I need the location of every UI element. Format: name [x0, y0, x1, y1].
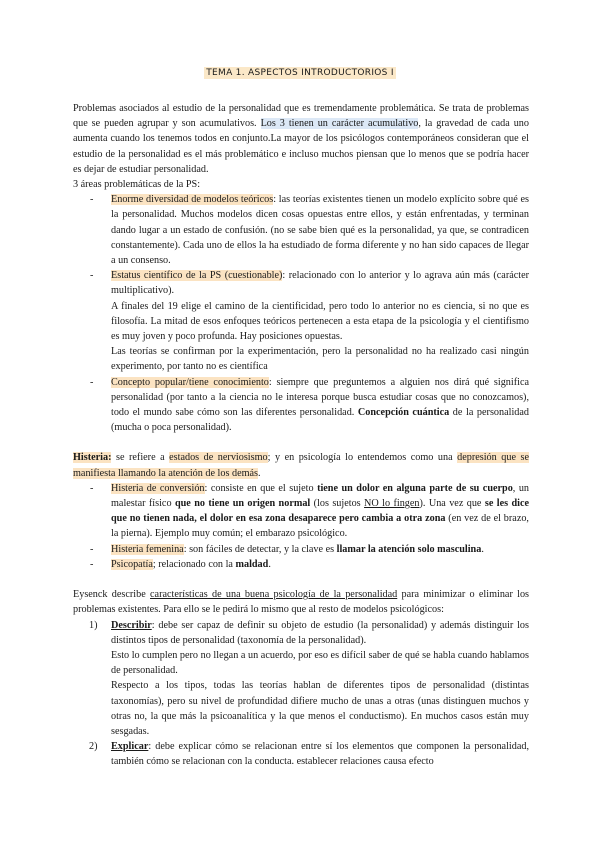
- item-explicar: 2) Explicar: debe explicar cómo se relacionan entre sí los elementos que componen la personalidad, también cómo se relacionan con la conducta. establecer relaciones causa efecto: [89, 741, 529, 768]
- document-body: [73, 101, 529, 770]
- eysenck-paragraph: Eysenck describe características de una buena psicología de la personalidad para minimizar o eliminar los problemas existentes. Para ello se le pedirá lo mismo que al resto de modelos psicológicos:: [73, 589, 530, 616]
- item-describir-paragraph-3: Respecto a los tipos, todas las teorías hablan de diferentes tipos de personalidad (distintas taxonomías), pero su nivel de profundidad difiere mucho de unas a otras (unas distinguen muchos y otras no, la que más la psicoanalítica y la que menos el conductismo). En muchos casos están muy sesgadas.: [111, 680, 529, 737]
- areas-intro: 3 áreas problemáticas de la PS:: [73, 179, 201, 191]
- histeria-paragraph: Histeria: se refiere a estados de nerviosismo; y en psicología lo entendemos como una depresión que se manifiesta llamando la atención de los demás.: [73, 452, 529, 479]
- item-describir-paragraph-2: Esto lo cumplen pero no llegan a un acuerdo, por eso es difícil saber de qué se habla cuando hablamos de personalidad.: [111, 649, 529, 677]
- intro-paragraph: Problemas asociados al estudio de la personalidad que es tremendamente problemática. Se trata de problemas que se pueden agrupar y son acumulativos. Los 3 tienen un carácter acumulativo, la gravedad de cada uno aumenta cuando los tenemos todos en conjunto.La mayor de los psicólogos contemporáneos consideran que el estudio de la personalidad es el más problemático e incluso muchos piensan que lo menos que se podría hacer es dejar de estudiar personalidad.: [73, 103, 529, 175]
- spacer: [73, 572, 529, 587]
- area-2-paragraph-3: Las teorías se confirman por la experimentación, pero la personalidad no ha realizado casi ningún experimento, por tanto no es científica: [111, 346, 529, 373]
- item-describir: 1) Describir: debe ser capaz de definir su objeto de estudio (la personalidad) y además distinguir los distintos tipos de personalidad (taxonomía de la personalidad).: [89, 619, 529, 646]
- area-1: - Enorme diversidad de modelos teóricos: las teorías existentes tienen un modelo explícito sobre qué es la personalidad. Muchos modelos dicen cosas opuestas entre ellos, y están enfrentadas, y terminan dando lugar a un estado de confusión. (no se sabe bien qué es la personalidad, ya que, se contradicen constantemente). Cada uno de ellos la ha estudiado de forma diferente y no han sido capaces de llegar a un consenso.: [73, 192, 529, 268]
- psicopatia: - Psicopatía; relacionado con la maldad.: [73, 557, 529, 572]
- area-3: - Concepto popular/tiene conocimiento: siempre que preguntemos a alguien nos dirá qué significa personalidad (por tanto a la ciencia no le interesa porque busca estudiar cosas que no conozcamos), todo el mundo sabe cómo son las diferentes personalidad. Concepción cuántica de la personalidad (mucha o poca personalidad).: [73, 375, 529, 436]
- spacer: [73, 435, 529, 450]
- area-2-paragraph-2: A finales del 19 elige el camino de la cientificidad, pero todo lo anterior no es ciencia, si no que es filosofía. La mitad de esos enfoques teóricos pertenecen a esta etapa de la psicología y el cientifismo es muy joven y poco profunda. Hay posiciones opuestas.: [111, 300, 529, 343]
- area-2: - Estatus científico de la PS (cuestionable): relacionado con lo anterior y lo agrava aún más (carácter multiplicativo).: [73, 268, 529, 298]
- histeria-femenina: - Histeria femenina: son fáciles de detectar, y la clave es llamar la atención solo masculina.: [73, 542, 529, 557]
- histeria-conversion: - Histeria de conversión: consiste en que el sujeto tiene un dolor en alguna parte de su cuerpo, un malestar físico que no tiene un origen normal (los sujetos NO lo fingen). Una vez que se les dice que no tienen nada, el dolor en esa zona desaparece pero cambia a otra zona (en vez de el brazo, la pierna). Ejemplo muy común; el embarazo psicológico.: [73, 481, 529, 542]
- page-title: TEMA 1. ASPECTOS INTRODUCTORIOS I: [206, 68, 394, 78]
